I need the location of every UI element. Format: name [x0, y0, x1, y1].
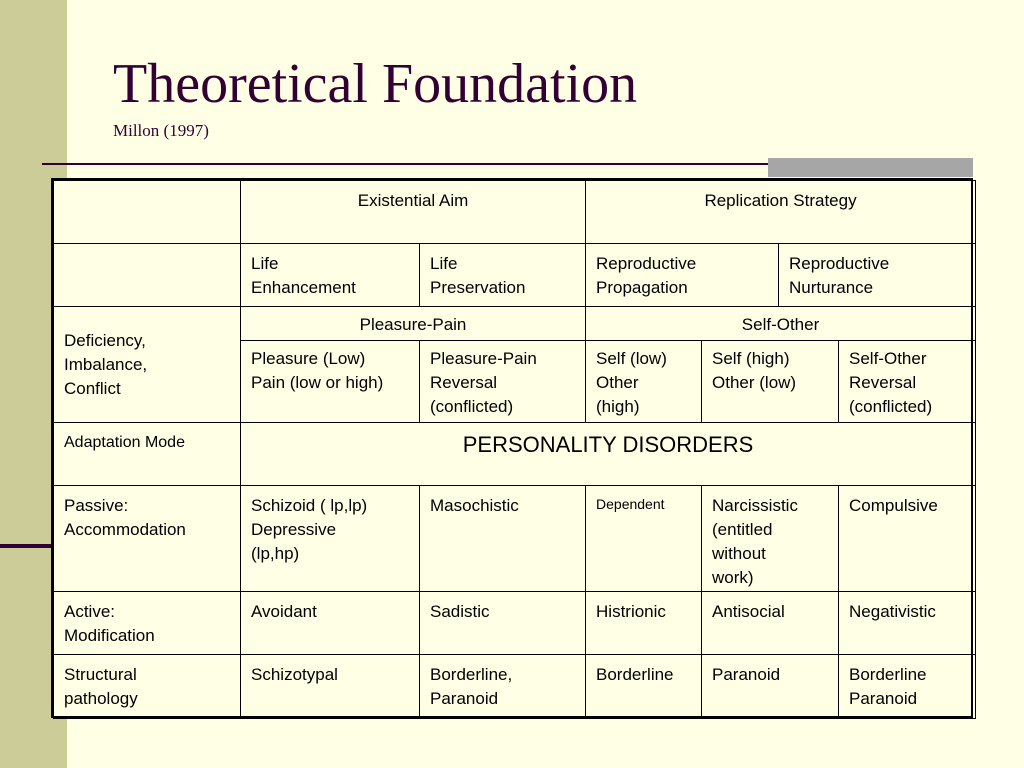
header-existential-aim: Existential Aim — [241, 181, 586, 244]
theory-table-frame — [51, 178, 973, 718]
table-cell: Self (high) Other (low) — [702, 341, 839, 423]
table-cell: Sadistic — [420, 592, 586, 655]
table-cell: Avoidant — [241, 592, 420, 655]
table-row — [54, 486, 976, 592]
personality-disorders-heading: PERSONALITY DISORDERS — [241, 423, 976, 486]
table-cell: Dependent — [586, 486, 702, 592]
adaptation-mode-label: Adaptation Mode — [54, 423, 241, 486]
subheader-reproductive-nurturance: Reproductive Nurturance — [779, 244, 976, 307]
table-row — [54, 655, 976, 719]
row-label: Passive: Accommodation — [54, 486, 241, 592]
deficiency-header-row — [54, 307, 976, 341]
table-cell: Histrionic — [586, 592, 702, 655]
table-cell: Negativistic — [839, 592, 976, 655]
table-row — [54, 592, 976, 655]
subheader-blank-cell — [54, 244, 241, 307]
decor-gray-block — [768, 158, 973, 177]
pleasure-pain-heading: Pleasure-Pain — [241, 307, 586, 341]
deficiency-label: Deficiency, Imbalance, Conflict — [54, 307, 241, 423]
table-cell: Schizotypal — [241, 655, 420, 719]
header-row — [54, 181, 976, 244]
table-cell: Borderline Paranoid — [839, 655, 976, 719]
subheader-row — [54, 244, 976, 307]
table-cell: Narcissistic (entitled without work) — [702, 486, 839, 592]
table-cell: Pleasure (Low) Pain (low or high) — [241, 341, 420, 423]
table-cell: Compulsive — [839, 486, 976, 592]
subheader-reproductive-propagation: Reproductive Propagation — [586, 244, 779, 307]
page-subtitle: Millon (1997) — [113, 121, 209, 140]
subheader-life-enhancement: Life Enhancement — [241, 244, 420, 307]
table-cell: Pleasure-Pain Reversal (conflicted) — [420, 341, 586, 423]
table-cell: Self-Other Reversal (conflicted) — [839, 341, 976, 423]
table-cell: Masochistic — [420, 486, 586, 592]
table-cell: Self (low) Other (high) — [586, 341, 702, 423]
table-cell: Borderline, Paranoid — [420, 655, 586, 719]
table-cell: Borderline — [586, 655, 702, 719]
header-replication-strategy: Replication Strategy — [586, 181, 976, 244]
theory-table — [53, 180, 976, 719]
table-cell: Schizoid ( lp,lp) Depressive (lp,hp) — [241, 486, 420, 592]
subheader-life-preservation: Life Preservation — [420, 244, 586, 307]
self-other-heading: Self-Other — [586, 307, 976, 341]
adaptation-row — [54, 423, 976, 486]
table-cell: Paranoid — [702, 655, 839, 719]
row-label: Active: Modification — [54, 592, 241, 655]
table-cell: Antisocial — [702, 592, 839, 655]
page-title: Theoretical Foundation — [113, 53, 638, 115]
corner-cell — [54, 181, 241, 244]
row-label: Structural pathology — [54, 655, 241, 719]
